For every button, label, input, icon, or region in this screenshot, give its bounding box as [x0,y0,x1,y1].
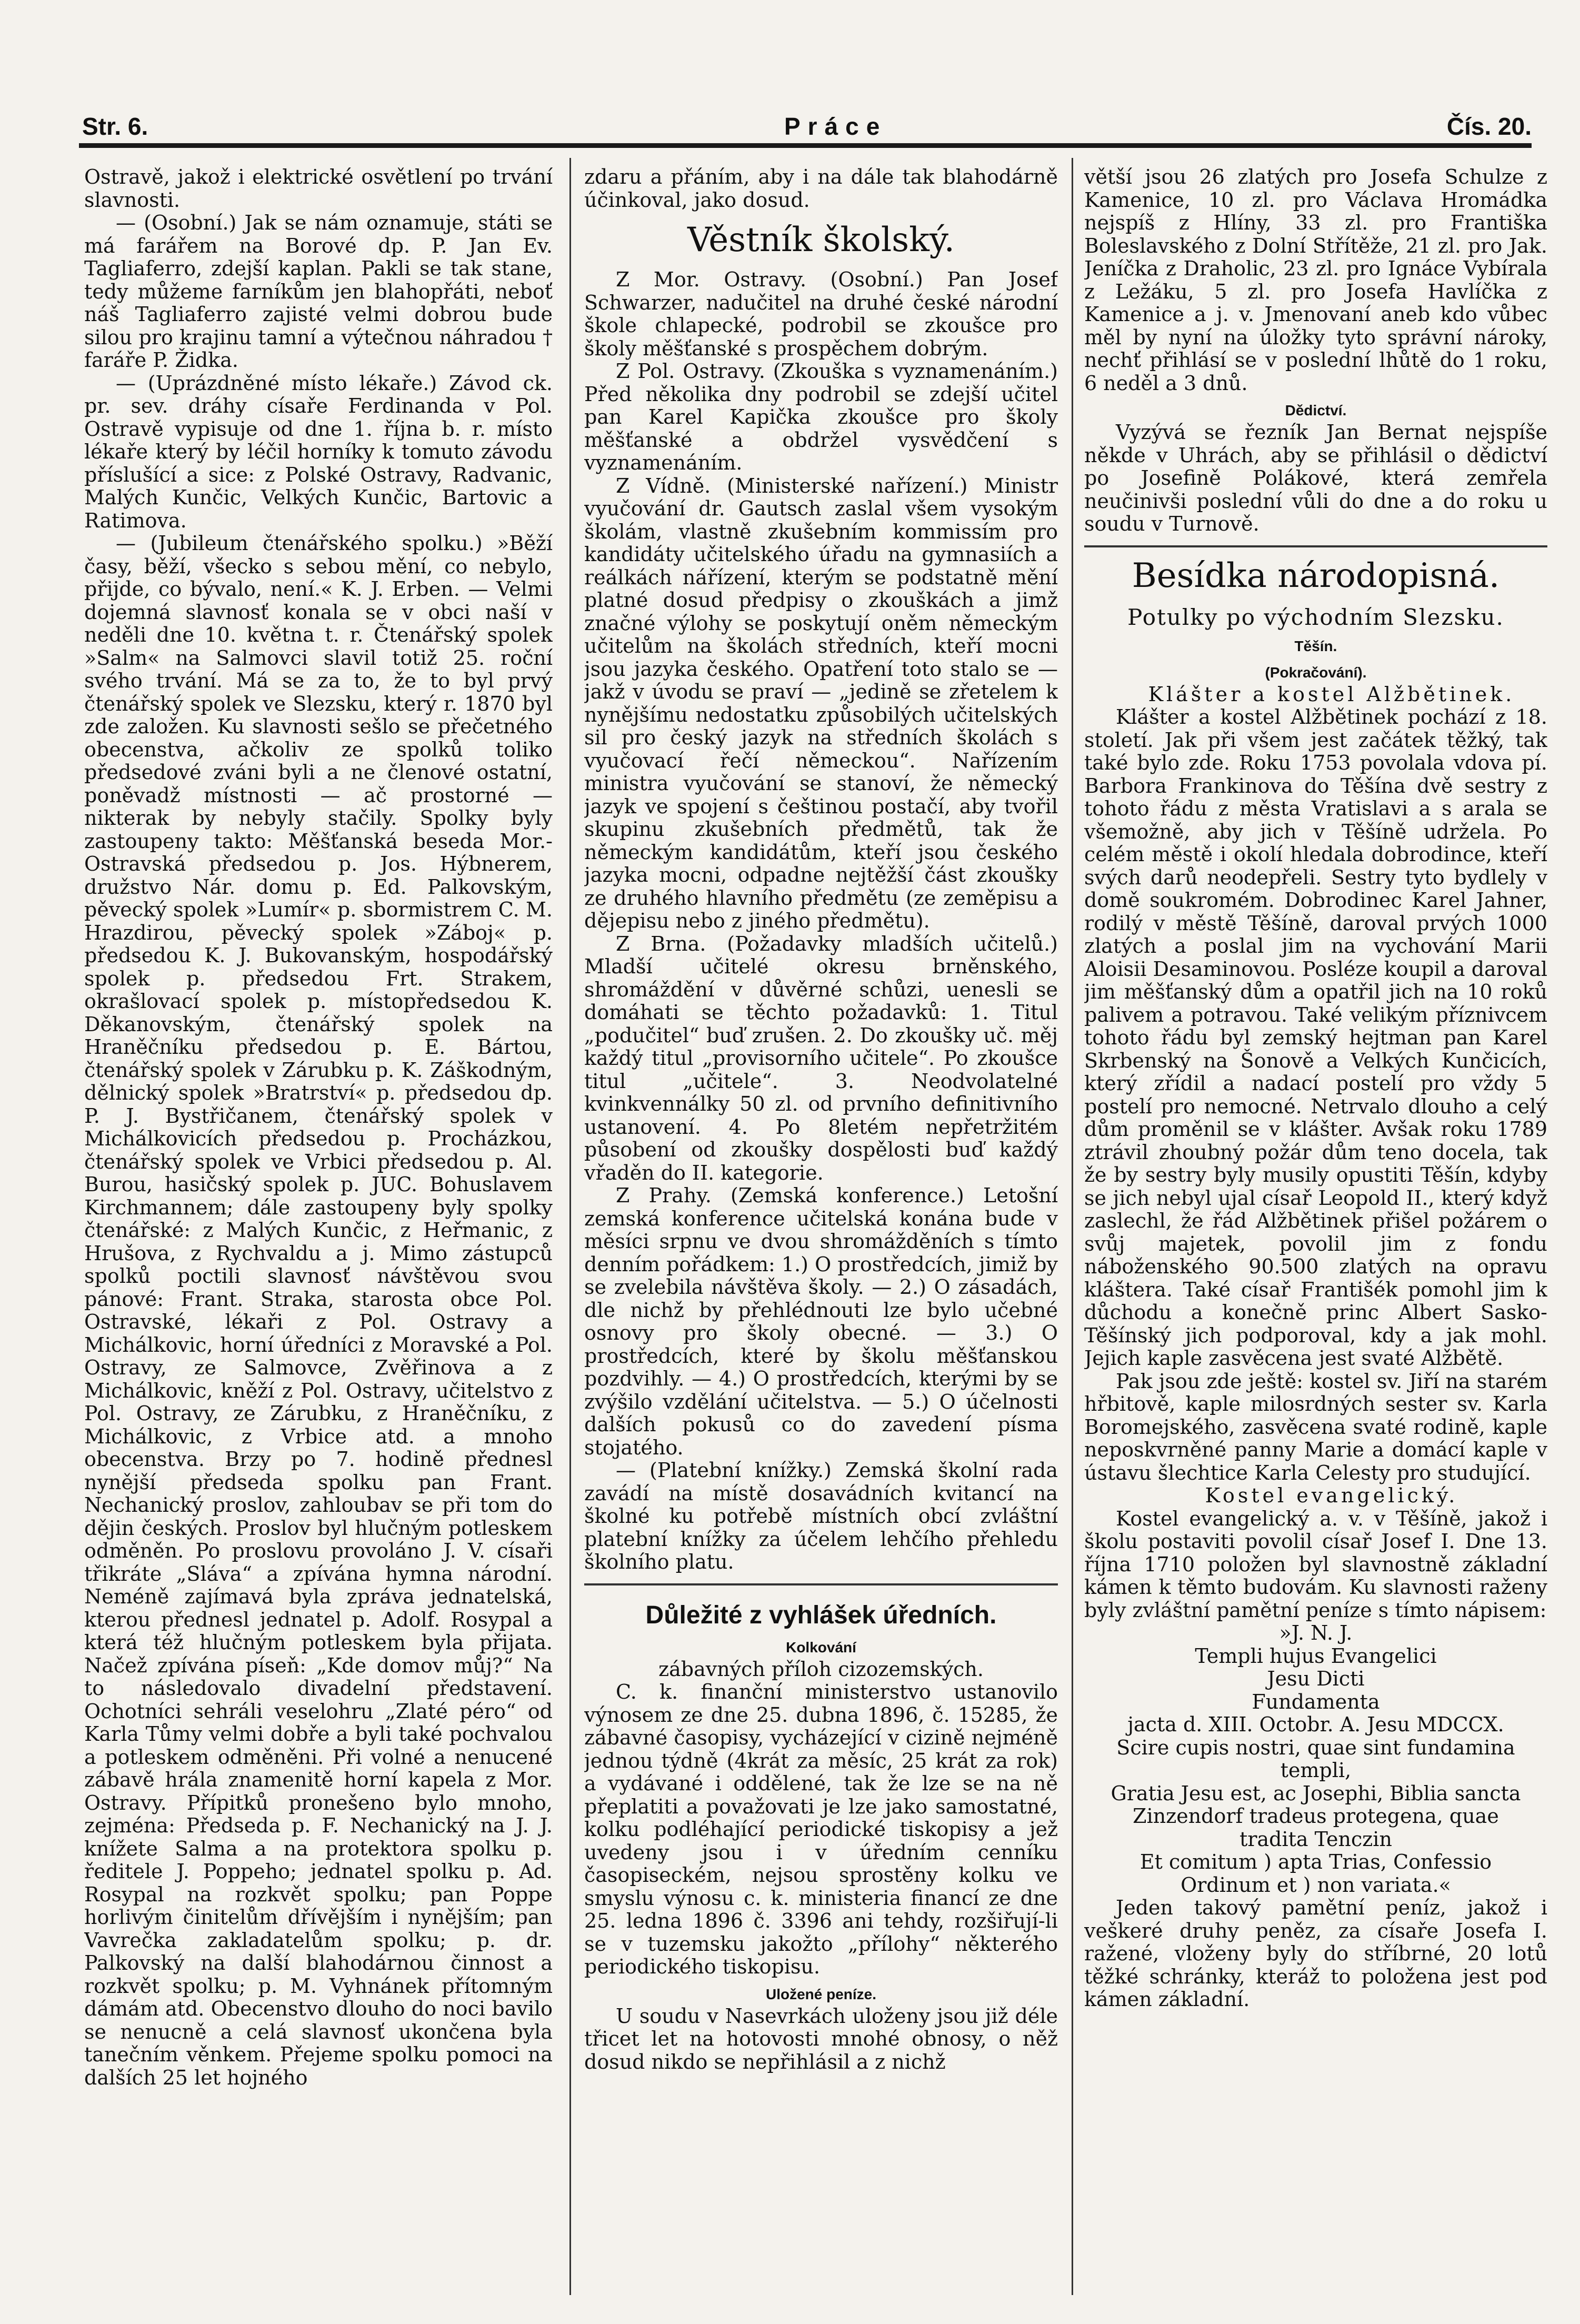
paragraph: Vyzývá se řezník Jan Bernat nejspíše někde v Uhrách, aby se přihlásil o dědictví po Josefině Polákové, která zemřela neučinivši poslední vůli do dne a do roku u soudu v Turnově. [1084,421,1547,535]
section-heading: Důležité z vyhlášek úředních. [645,1601,997,1629]
inscription-line: »J. N. J. [1279,1621,1353,1644]
inscription-line: templi, [1280,1759,1352,1782]
paragraph: Z Mor. Ostravy. (Osobní.) Pan Josef Schwarzer, nadučitel na druhé české národní škole chlapecké, podrobil se zkoušce pro školy měšťanské s prospěchem dobrým. [584,268,1058,360]
article-heading: Klášter a kostel Alžbětinek. [1148,682,1515,706]
inscription-line: Et comitum ) apta Trias, Confessio [1139,1850,1492,1873]
paragraph: Z Brna. (Požadavky mladších učitelů.) Mladší učitelé okresu brněnského, shromáždění v důvěrné schůzi, uenesli se domáhati se těchto požadavků: 1. Titul „podučitel“ buď zrušen. 2. Do zkoušky uč. měj každý titul „provisorního učitele“. Po zkoušce titul „učitele“. 3. Neodvolatelné kvinkvennálky 50 zl. od prvního definitivního ustanovení. 4. Po 8letém nepřetržitém působení od zkoušky dospělosti buď každý vřaděn do II. kategorie. [584,932,1058,1184]
column-1 [84,166,553,2290]
paragraph: Ostravě, jakož i elektrické osvětlení po trvání slavnosti. [84,166,553,212]
subheading: Kolkování [786,1639,856,1655]
paragraph: větší jsou 26 zlatých pro Josefa Schulze z Kamenice, 10 zl. pro Václava Hromádka nejspíš z Hlíny, 33 zl. pro Františka Boleslavského z Dolní Střítěže, 21 zl. pro Jak. Jeníčka z Draholic, 23 zl. pro Ignáce Vybírala z Ležáku, 5 zl. pro Josefa Havlíčka z Kamenice a j. v. Jmenovaní aneb kdo vůbec měl by nyní na úložky tyto správní nároky, nechť přihlásí se v poslední lhůtě do 1 roku, 6 neděl a 3 dnů. [1084,166,1547,395]
inscription-line: Zinzendorf tradeus protegena, quae [1133,1804,1499,1828]
paragraph: Jeden takový pamětní peníz, jakož i veškeré druhy peněz, za císaře Josefa I. ražené, vloženy byly do stříbrné, 20 lotů těžké schránky, kteráž to položena jest pod kámen základní. [1084,1896,1547,2011]
paragraph: — (Osobní.) Jak se nám oznamuje, státi se má farářem na Borové dp. P. Jan Ev. Tagliaferro, zdejší kaplan. Pakli se tak stane, tedy můžeme farníkům jen blahopřáti, neboť náš Tagliaferro zajisté velmi dobrou bude silou pro krajinu tamní a výtečnou náhradou † faráře P. Židka. [84,211,553,372]
inscription-line: Templi hujus Evangelici [1195,1644,1437,1668]
paragraph: Z Prahy. (Zemská konference.) Letošní zemská konference učitelská konána bude v měsíci srpnu ve dvou shromážděních s tímto denním pořádkem: 1.) O prostředcích, jimiž by se zvelebila návštěva školy. — 2.) O zásadách, dle nichž by přehlédnouti lze bylo učebné osnovy pro školy obecné. — 3.) O prostředcích, které by školu měšťanskou pozdvihly. — 4.) O prostředcích, kterými by se zvýšilo vzdělání učitelstva. — 5.) O účelnosti dalších pokusů co do zavedení písma stojatého. [584,1184,1058,1459]
paragraph: Kostel evangelický a. v. v Těšíně, jakož i školu postaviti povolil císař Josef I. Dne 13. října 1710 položen byl slavnostně základní kámen k těmto budovám. Ku slavnosti raženy byly zvláštní pamětní peníze s tímto nápisem: [1084,1507,1547,1622]
page-number: Str. 6. [82,113,148,140]
inscription-line: Fundamenta [1252,1690,1380,1713]
paragraph: — (Platební knížky.) Zemská školní rada zavádí na místě dosavádních kvitancí na školné ku potřebě místních obcí zvláštní platební knížky za účelem lehčího přehledu školního platu. [584,1459,1058,1573]
inscription-line: Ordinum et ) non variata.« [1181,1873,1451,1897]
paragraph: zdaru a přáním, aby i na dále tak blahodárně účinkoval, jako dosud. [584,166,1058,212]
masthead-title: Práce [784,113,887,140]
section-heading: Věstník školský. [687,221,955,260]
inscription-line: Jesu Dicti [1267,1667,1365,1690]
subheading: Dědictví. [1285,402,1347,418]
inscription-line: tradita Tenczin [1239,1827,1392,1851]
column-divider [1072,158,1073,2295]
paragraph: Klášter a kostel Alžbětinek pochází z 18. století. Jak při všem jest začátek těžký, tak také bylo zde. Roku 1753 povolala vdova pí. Barbora Frankinova do Těšína dvě sestry z tohoto řádu z města Vratislavi a s arala se všemožně, aby jich v Těšíně udržela. Po celém městě i okolí hledala dobrodince, kteří svých darů neodepřeli. Sestry tyto bydlely v domě soukromém. Dobrodinec Karel Jahner, rodilý v městě Těšíně, daroval prvých 1000 zlatých a poslal jim na vychování Marii Aloisii Desaminovou. Posléze koupil a daroval jim měšťanský dům a opatřil jich na 10 roků palivem a potravou. Také velikým příznivcem tohoto řádu byl zemský hejtman pan Karel Skrbenský na Šonově a Velkých Kunčicích, který zřídil a nadací postelí pro vždy 5 postelí pro nemocné. Netrvalo dlouho a celý dům proměnil se v klášter. Avšak roku 1789 ztrávil zhoubný požár dům teno docela, tak že by sestry byly musily opustiti Těšín, kdyby se jich nebyl ujal císař Leopold II., který když zaslechl, že řád Alžbětinek přišel požárem o svůj majetek, povolil jim z fondu náboženského 90.500 zlatých na opravu kláštera. Také císař Františék pomohl jim k důchodu a konečně princ Albert Sasko-Těšínský jich podporoval, kdy a jak mohl. Jejich kaple zasvěcena jest svaté Alžbětě. [1084,705,1547,1370]
paragraph: U soudu v Nasevrkách uloženy jsou již déle třicet let na hotovosti mnohé obnosy, o něž dosud nikdo se nepřihlásil a z nichž [584,2004,1058,2073]
paragraph: — (Uprázdněné místo lékaře.) Závod ck. pr. sev. dráhy císaře Ferdinanda v Pol. Ostravě vypisuje od dne 1. října b. r. místo lékaře který by léčil horníky k tomuto závodu příslušící a sice: z Polské Ostravy, Radvanic, Malých Kunčic, Velkých Kunčic, Bartovic a Ratimova. [84,371,553,532]
column-divider [569,158,571,2295]
continuation-note: (Pokračování). [1265,664,1367,681]
paragraph: Z Pol. Ostravy. (Zkouška s vyznamenáním.) Před několika dny podrobil se zdejší učitel pan Karel Kapička zkoušce pro školy měšťanské a obdržel vysvědčení s vyznamenáním. [584,360,1058,474]
paragraph: C. k. finanční ministerstvo ustanovilo výnosem ze dne 25. dubna 1896, č. 15285, že zábavné časopisy, vycházející v cizině nejméně jednou týdně (4krát za měsíc, 25 krát za rok) a vydávané i oddělené, tak že lze se na ně přeplatiti a považovati je lze jako samostatné, kolku podléhající periodické tiskopisy a jež uvedeny jsou i v úředním cenníku časopiseckém, nejsou sprostěny kolku ve smyslu výnosu c. k. ministeria financí ze dne 25. ledna 1896 č. 3396 ani tehdy, rozšiřují-li se v tuzemsku jakožto „přílohy“ některého periodického tiskopisu. [584,1680,1058,1978]
inscription-line: Gratia Jesu est, ac Josephi, Biblia sancta [1111,1781,1521,1805]
section-heading: Besídka národopisná. [1132,556,1500,595]
section-rule [1084,545,1547,547]
inscription-line: Scire cupis nostri, quae sint fundamina [1116,1735,1515,1759]
inscription-line: jacta d. XIII. Octobr. A. Jesu MDCCX. [1127,1713,1504,1736]
header-rule [79,143,1532,148]
paragraph: Pak jsou zde ještě: kostel sv. Jiří na starém hřbitově, kaple milosrdných sester sv. Karla Boromejského, zasvěcena svaté rodině, kaple neposkvrněné panny Marie a domácí kaple v ústavu šlechtice Karla Celesty pro studující. [1084,1369,1547,1484]
paragraph: Z Vídně. (Ministerské nařízení.) Ministr vyučování dr. Gautsch zaslal všem vysokým školám, vlastně zkušebním kommissím pro kandidáty učitelského úřadu na gymnasiích a reálkách nářízení, kterým se podstatně mění platné dosud předpisy o zkouškách a jimž značné výlohy se poskytují oněm německým učitelům na školách středních, kteří mocni jsou jazyka českého. Opatření toto stalo se — jakž v úvodu se praví — „jedině se zřetelem k nynějšímu nedostatku způsobilých učitelských sil pro český jazyk na středních školách s vyučovací řečí německou“. Nařízením ministra vyučování se stanoví, že německý jazyk ve spojení s češtinou postačí, aby tvořil skupinu zkušebních předmětů, tak že německým kandidátům, kteří jsou českého jazyka mocni, odpadne nejtěžší část zkoušky ze druhého hlavního předmětu (ze zeměpisu a dějepisu nebo z jiného předmětu). [584,474,1058,932]
subheading: Uložené peníze. [765,1986,877,2002]
column-2 [584,166,1058,2290]
issue-number: Čís. 20. [1446,113,1532,140]
author-line: Těšín. [1294,637,1337,654]
section-subtitle: Potulky po východním Slezsku. [1127,604,1504,630]
subheading-text: zábavných příloh cizozemských. [658,1657,984,1681]
page-header [79,108,1532,145]
paragraph: — (Jubileum čtenářského spolku.) »Běží časy, běží, všecko s sebou mění, co nebylo, přijde, co bývalo, není.« K. J. Erben. — Velmi dojemná slavnosť konala se v obci naší v neděli dne 10. května t. r. Čtenářský spolek »Salm« na Salmovci slavil totiž 25. roční svého trvání. Má se za to, že to byl prvý čtenářský spolek ve Slezsku, který r. 1870 byl zde založen. Ku slavnosti sešlo se přečetného obecenstva, ačkoliv ze spolků toliko předsedové zváni byli a ne členové ostatní, poněvadž místnosti — ač prostorné — nikterak by nebyly stačily. Spolky byly zastoupeny takto: Měšťanská beseda Mor.-Ostravská předsedou p. Jos. Hýbnerem, družstvo Nár. domu p. Ed. Palkovským, pěvecký spolek »Lumír« p. sbormistrem C. M. Hrazdirou, pěvecký spolek »Záboj« p. předsedou K. J. Bukovanským, hospodářský spolek p. předsedou Frt. Strakem, okrašlovací spolek p. místopředsedou K. Děkanovským, čtenářský spolek na Hraněčníku předsedou p. E. Bártou, čtenářský spolek v Zárubku p. K. Záškodným, dělnický spolek »Bratrství« p. předsedou dp. P. J. Bystřičanem, čtenářský spolek v Michálkovicích předsedou p. Procházkou, čtenářský spolek ve Vrbici předsedou p. Al. Burou, hasičský spolek p. JUC. Bohuslavem Kirchmannem; dále zastoupeny byly spolky čtenářské: z Malých Kunčic, z Heřmanic, z Hrušova, z Rychvaldu a j. Mimo zástupců spolků poctili slavnosť návštěvou svou pánové: Frant. Straka, starosta obce Pol. Ostravské, lékaři z Pol. Ostravy a Michálkovic, horní úředníci z Moravské a Pol. Ostravy, ze Salmovce, Zvěřinova a z Michálkovic, kněží z Pol. Ostravy, učitelstvo z Pol. Ostravy, ze Zárubku, z Hraněčníku, z Michálkovic, z Vrbice atd. a mnoho obecenstva. Brzy po 7. hodině přednesl nynější předseda spolku pan Frant. Nechanický proslov, zahloubav se při tom do dějin českých. Proslov byl hlučným potleskem odměněn. Po proslovu provoláno J. V. císaři třikráte „Sláva“ a zpívána hymna národní. Neméně zajímavá byla zpráva jednatelská, kterou přednesl jednatel p. Adolf. Rosypal a která též hlučným potleskem byla přijata. Načež zpívána píseň: „Kde domov můj?“ Na to následovalo divadelní představení. Ochotníci sehráli veselohru „Zlaté péro“ od Karla Tůmy velmi dobře a byli také pochvalou a potleskem odměněni. Při volné a nenucené zábavě hrála znamenitě horní kapela z Mor. Ostravy. Přípitků pronešeno bylo mnoho, zejména: Předseda p. F. Nechanický na J. J. knížete Salma a na protektora spolku p. ředitele J. Poppeho; jednatel spolku p. Ad. Rosypal na rozkvět spolku; pan Poppe horlivým činitelům dřívějším i nynějším; pan Vavrečka zakladatelům spolku; p. dr. Palkovský na další blahodárnou činnost a rozkvět spolku; p. M. Vyhnánek přítomným dámám atd. Obecenstvo dlouho do noci bavilo se nenucně a celá slavnosť ukončena byla tanečním věnkem. Přejeme spolku pomoci na dalších 25 let hojného [84,532,553,2089]
section-rule [584,1583,1058,1585]
column-3 [1084,166,1547,2290]
article-heading: Kostel evangelický. [1205,1484,1458,1507]
